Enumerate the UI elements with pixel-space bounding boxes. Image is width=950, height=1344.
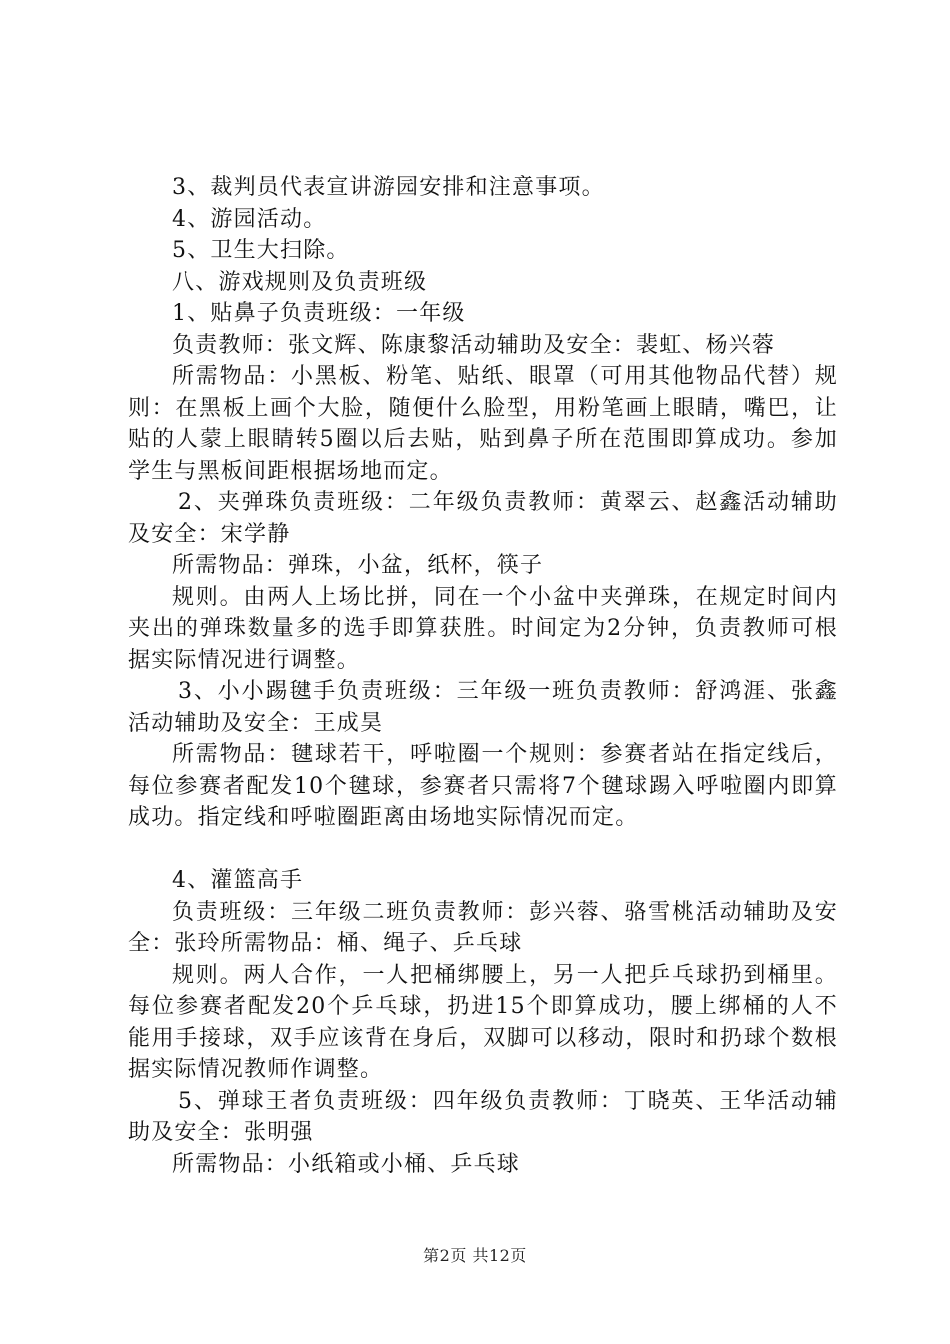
game-2-title: 2、夹弹珠负责班级：二年级负责教师：黄翠云、赵鑫活动辅助及安全：宋学静: [128, 490, 838, 547]
game-2-items: 所需物品：弹珠，小盆，纸杯，筷子: [172, 553, 544, 578]
game-1-title: 1、贴鼻子负责班级：一年级: [172, 301, 466, 326]
game-4-teachers-items: 负责班级：三年级二班负责教师：彭兴蓉、骆雪桃活动辅助及安全：张玲所需物品：桶、绳子、乒乓球: [128, 899, 838, 956]
document-body: [128, 172, 838, 1180]
game-4-title: 4、灌篮高手: [172, 868, 304, 893]
paragraph-item-5: 5、卫生大扫除。: [172, 238, 350, 263]
game-5-title: 5、弹球王者负责班级：四年级负责教师：丁晓英、王华活动辅助及安全：张明强: [128, 1088, 838, 1145]
game-1-items-rules: 所需物品：小黑板、粉笔、贴纸、眼罩（可用其他物品代替）规则：在黑板上画个大脸，随便什么脸型，用粉笔画上眼睛，嘴巴，让贴的人蒙上眼睛转5圈以后去贴，贴到鼻子所在范围即算成功。参加学生与黑板间距根据场地而定。: [128, 364, 838, 484]
paragraph-item-4: 4、游园活动。: [172, 206, 327, 232]
game-2-rules: 规则。由两人上场比拼，同在一个小盆中夹弹珠，在规定时间内夹出的弹珠数量多的选手即算获胜。时间定为2分钟，负责教师可根据实际情况进行调整。: [128, 584, 838, 673]
game-3-title: 3、小小踢毽手负责班级：三年级一班负责教师：舒鸿涯、张鑫活动辅助及安全：王成昊: [128, 679, 838, 736]
blank-line: [128, 834, 838, 866]
game-5-items: 所需物品：小纸箱或小桶、乒乓球: [172, 1151, 521, 1177]
game-4-rules: 规则。两人合作，一人把桶绑腰上，另一人把乒乓球扔到桶里。每位参赛者配发20个乒乓球，扔进15个即算成功，腰上绑桶的人不能用手接球，双手应该背在身后，双脚可以移动，限时和扔球个数根据实际情况教师作调整。: [128, 962, 838, 1082]
paragraph-item-3: 3、裁判员代表宣讲游园安排和注意事项。: [172, 175, 605, 200]
game-3-items-rules: 所需物品：毽球若干，呼啦圈一个规则：参赛者站在指定线后，每位参赛者配发10个毽球，参赛者只需将7个毽球踢入呼啦圈内即算成功。指定线和呼啦圈距离由场地实际情况而定。: [128, 742, 838, 830]
section-heading-game-rules: 八、游戏规则及负责班级: [172, 269, 428, 295]
page-number-footer: 第2页 共12页: [423, 1246, 527, 1265]
game-1-teachers: 负责教师：张文辉、陈康黎活动辅助及安全：裴虹、杨兴蓉: [172, 332, 776, 358]
